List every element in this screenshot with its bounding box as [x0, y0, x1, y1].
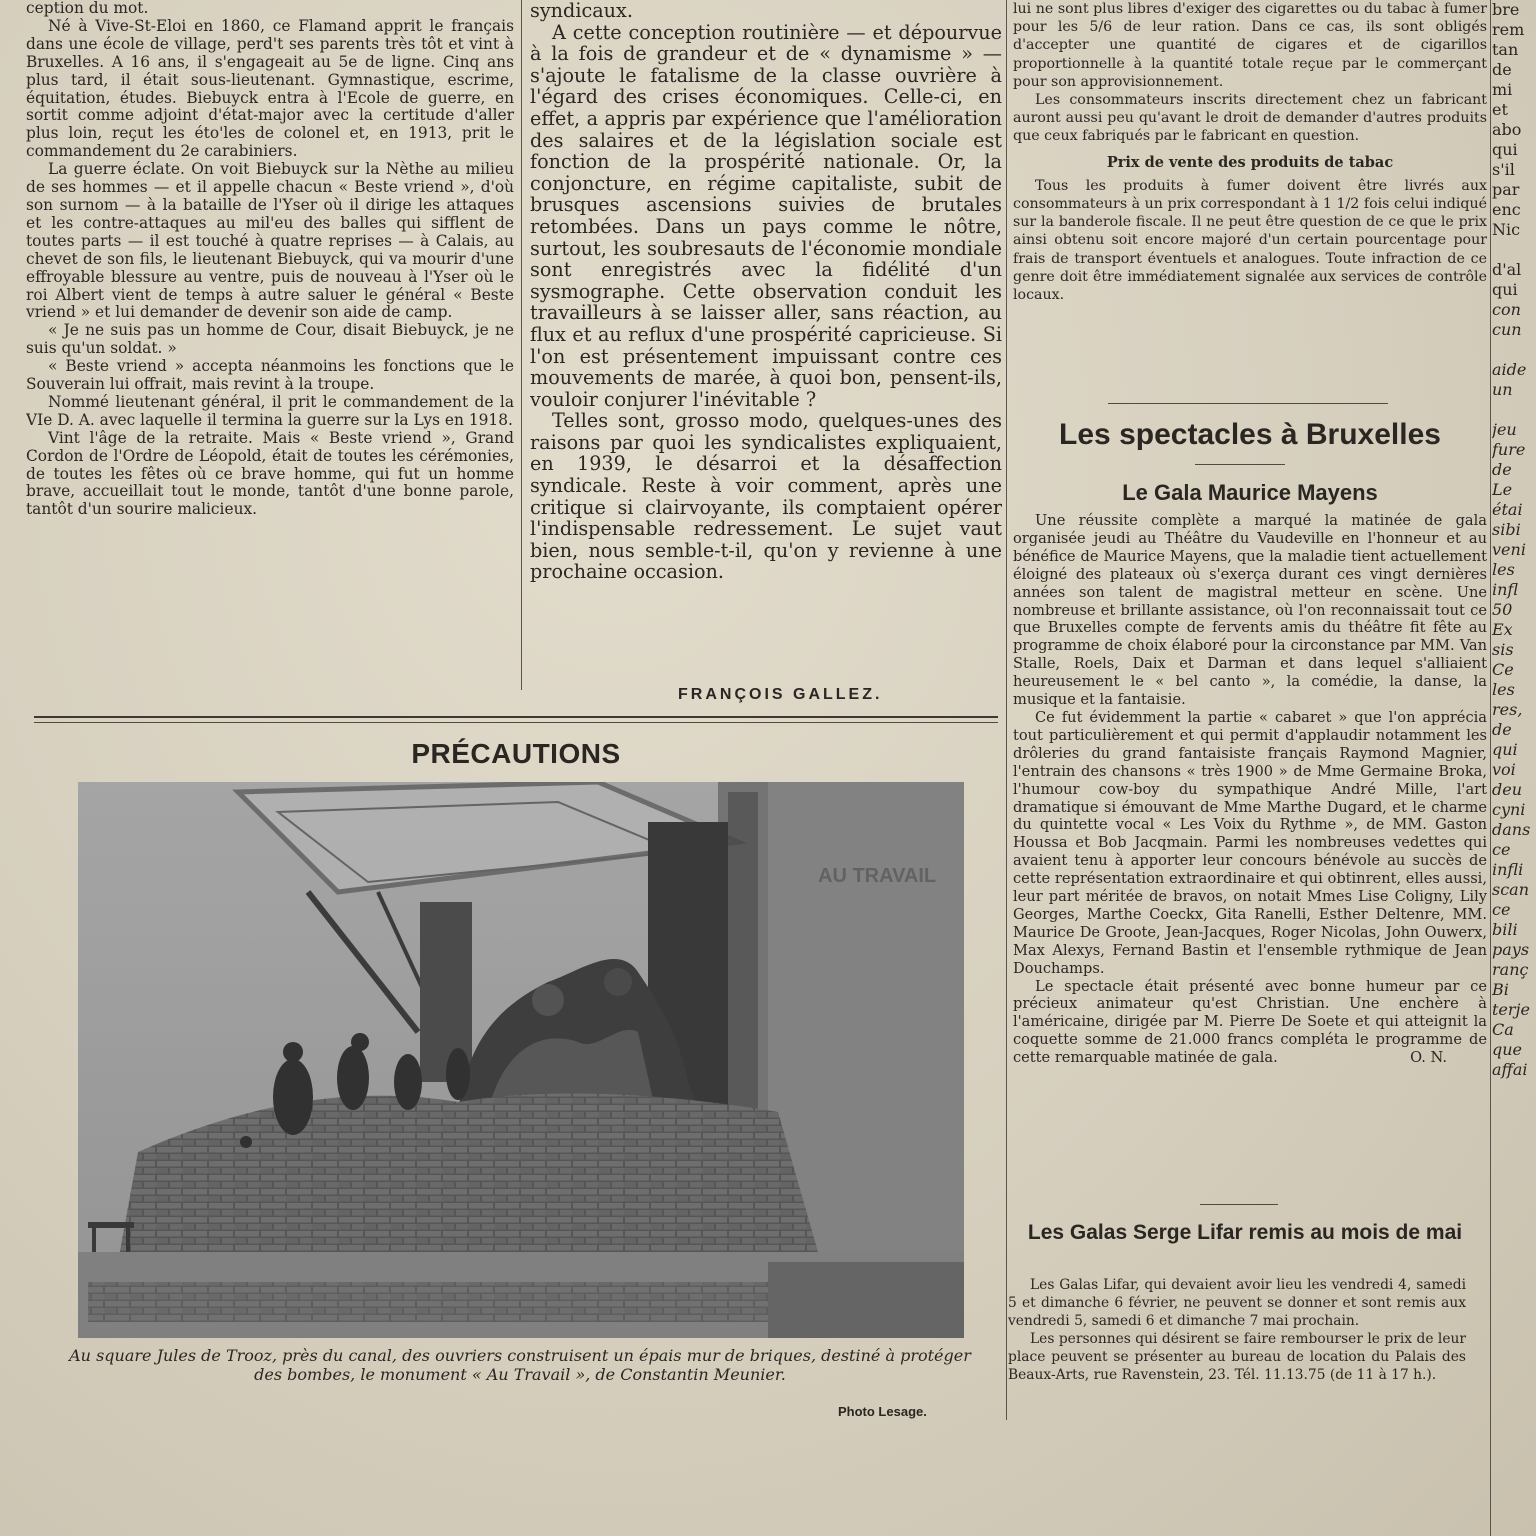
article-paragraph: « Je ne suis pas un homme de Cour, disait Biebuyck, je ne suis qu'un soldat. »	[26, 321, 514, 358]
column-fragment	[1492, 340, 1536, 360]
column-fragment: 50	[1492, 600, 1513, 619]
article-paragraph: « Beste vriend » accepta néanmoins les fonctions que le Souverain lui offrait, mais revint à la troupe.	[26, 357, 514, 394]
column-fragment: par	[1492, 180, 1520, 199]
column-fragment: pays	[1492, 940, 1530, 959]
article-paragraph: Le spectacle était présenté avec bonne humeur par ce précieux animateur qu'est Christian. Une enchère à l'américaine, dirigée par M. Pierre De Soete et qui atteignit la coquette somme de 21.000 francs compléta le programme de cette remarquable matinée de gala.	[1013, 977, 1487, 1067]
column-fragment: jeu	[1492, 420, 1517, 439]
column-fragment: voi	[1492, 760, 1516, 779]
photo-heading: PRÉCAUTIONS	[411, 738, 621, 769]
column-fragment: infl	[1492, 580, 1519, 599]
column-fragment: sibi	[1492, 520, 1521, 539]
column-biebuyck-article	[26, 0, 514, 519]
column-fragment: dans	[1492, 820, 1531, 839]
column-divider	[1006, 0, 1007, 1420]
column-syndicalism-article	[530, 0, 1002, 583]
column-fragment: les	[1492, 680, 1515, 699]
article-paragraph: Tous les produits à fumer doivent être livrés aux consommateurs à un prix correspondant à 1 1/2 fois celui indiqué sur la banderole fiscale. Il ne peut être question de ce que le prix ainsi obtenu soit encore majoré d'un certain pourcentage pour frais de transport éventuels et analogues. Toute infraction de ce genre doit être immédiatement signalée aux services de contrôle locaux.	[1013, 177, 1487, 304]
monument-photo	[78, 782, 964, 1338]
article-paragraph: lui ne sont plus libres d'exiger des cigarettes ou du tabac à fumer pour les 5/6 de leur ration. Dans ce cas, ils sont obligés d'accepter une quantité de cigares et de cigarillos proportionnelle à la quantité totale reçue par le commerçant pour son approvisionnement.	[1013, 1, 1487, 90]
column-fragment: s'il	[1492, 160, 1515, 179]
lifar-article-body	[1008, 1276, 1466, 1426]
adjacent-column-fragments	[1492, 0, 1536, 1536]
column-fragment: Bi	[1492, 980, 1509, 999]
column-fragment: de	[1492, 60, 1512, 79]
column-fragment: d'al	[1492, 260, 1522, 279]
photo-credit: Photo Lesage.	[838, 1404, 927, 1419]
column-fragment: Ex	[1492, 620, 1513, 639]
article-paragraph: syndicaux.	[530, 0, 633, 22]
section-subheading: Prix de vente des produits de tabac	[1106, 153, 1394, 171]
column-fragment: étai	[1492, 500, 1523, 519]
article-paragraph: Né à Vive-St-Eloi en 1860, ce Flamand apprit le français dans une école de village, perd't ses parents très tôt et vint à Bruxelles. A 16 ans, il s'engageait au 5e de ligne. Cinq ans plus tard, il était sous-lieutenant. Gymnastique, escrime, équitation, études. Biebuyck entra à l'Ecole de guerre, en sortit comme adjoint d'état-major avec la certitude d'aller plus loin, reçut les éto'les de colonel et, en 1913, prit le commandement du 2e carabiniers.	[26, 16, 514, 161]
column-fragment	[1492, 400, 1536, 420]
photo-caption: Au square Jules de Trooz, près du canal, des ouvriers construisent un épais mur de briques, destiné à protéger des bombes, le monument « Au Travail », de Constantin Meunier.	[69, 1346, 971, 1384]
article-paragraph: Les personnes qui désirent se faire rembourser le prix de leur place peuvent se présenter au bureau de location du Palais des Beaux-Arts, rue Ravenstein, 23. Tél. 11.13.75 (de 11 à 17 h.).	[1008, 1331, 1466, 1383]
column-fragment: que	[1492, 1040, 1523, 1059]
article-initials: O. N.	[1410, 1049, 1447, 1067]
article-paragraph: ception du mot.	[26, 0, 149, 17]
article-signature: FRANÇOIS GALLEZ.	[678, 686, 883, 703]
column-fragment: Ce	[1492, 660, 1514, 679]
column-fragment: de	[1492, 720, 1512, 739]
article-heading-gala: Le Gala Maurice Mayens	[1122, 480, 1378, 505]
column-fragment: cyni	[1492, 800, 1526, 819]
section-heading-spectacles: Les spectacles à Bruxelles	[1059, 418, 1441, 451]
column-fragment: ce	[1492, 900, 1511, 919]
article-paragraph: Les consommateurs inscrits directement chez un fabricant auront aussi peu qu'avant le droit de demander d'autres produits que ceux fabriqués par le fabricant en question.	[1013, 92, 1487, 145]
article-paragraph: Les Galas Lifar, qui devaient avoir lieu les vendredi 4, samedi 5 et dimanche 6 février, ne peuvent se donner et sont remis aux vendredi 5, samedi 6 et dimanche 7 mai prochain.	[1008, 1277, 1466, 1329]
monument-inscription: AU TRAVAIL	[818, 865, 937, 887]
column-fragment: scan	[1492, 880, 1530, 899]
column-fragment: et	[1492, 100, 1508, 119]
column-fragment: un	[1492, 380, 1513, 399]
column-fragment: fure	[1492, 440, 1526, 459]
gala-article-body	[1013, 512, 1487, 1192]
column-tabac-and-spectacles	[1013, 0, 1487, 410]
column-fragment: Le	[1492, 480, 1513, 499]
section-rule	[1108, 403, 1388, 404]
column-fragment: ranç	[1492, 960, 1529, 979]
column-fragment: abo	[1492, 120, 1522, 139]
column-fragment: Nic	[1492, 220, 1521, 239]
column-fragment: deu	[1492, 780, 1523, 799]
article-paragraph: Nommé lieutenant général, il prit le commandement de la VIe D. A. avec laquelle il termina la guerre sur la Lys en 1918.	[26, 392, 514, 429]
column-fragment: ce	[1492, 840, 1511, 859]
column-fragment: res,	[1492, 700, 1523, 719]
column-fragment: qui	[1492, 740, 1518, 759]
column-fragment: terje	[1492, 1000, 1530, 1019]
column-fragment: cun	[1492, 320, 1522, 339]
column-fragment: bili	[1492, 920, 1518, 939]
column-divider	[521, 0, 522, 690]
column-fragment: qui	[1492, 280, 1518, 299]
column-fragment: aide	[1492, 360, 1527, 379]
double-rule	[34, 716, 998, 718]
column-fragment: con	[1492, 300, 1521, 319]
monument-photo-illustration	[78, 782, 964, 1338]
column-fragment: Ca	[1492, 1020, 1514, 1039]
article-paragraph: Vint l'âge de la retraite. Mais « Beste vriend », Grand Cordon de l'Ordre de Léopold, était de toutes les cérémonies, de toutes les fêtes où ce brave homme, qui fut un homme brave, accueillait tout le monde, tantôt d'une bonne parole, tantôt d'un sourire malicieux.	[26, 428, 514, 519]
column-fragment: les	[1492, 560, 1515, 579]
column-fragment: enc	[1492, 200, 1521, 219]
double-rule	[34, 722, 998, 723]
column-fragment: bre	[1492, 0, 1520, 19]
column-fragment	[1492, 240, 1536, 260]
article-paragraph: La guerre éclate. On voit Biebuyck sur la Nèthe au milieu de ses hommes — et il appelle chacun « Beste vriend », d'où son surnom — à la bataille de l'Yser où il dirige les attaques et les contre-attaques au mil'eu des balles qui sifflent de toutes parts — il est touché à quatre reprises — à Calais, au chevet de son fils, le lieutenant Biebuyck, qui va mourir d'une effroyable blessure au ventre, puis de nouveau à l'Yser où le roi Albert vient de temps à autre saluer le général « Beste vriend » et lui demander de devenir son aide de camp.	[26, 160, 514, 322]
section-rule	[1195, 464, 1285, 465]
column-fragment: de	[1492, 460, 1512, 479]
section-rule	[1200, 1204, 1278, 1205]
article-heading-lifar: Les Galas Serge Lifar remis au mois de mai	[1027, 1221, 1463, 1244]
article-paragraph: A cette conception routinière — et dépourvue à la fois de grandeur et de « dynamisme » — s'ajoute le fatalisme de la classe ouvrière à l'égard des crises économiques. Celle-ci, en effet, a appris par expérience que l'amélioration des salaires et de la législation sociale est fonction de la prospérité nationale. Or, la conjoncture, en régime capitaliste, subit de brusques ascensions suivies de brutales retombées. Dans un pays comme le nôtre, surtout, les soubresauts de l'économie mondiale sont enregistrés avec la fidélité d'un sysmographe. Cette observation conduit les travailleurs à se laisser aller, sans réaction, au flux et au reflux d'une prospérité capricieuse. Si l'on est présentement impuissant contre ces mouvements de marée, à quoi bon, pensent-ils, vouloir conjurer l'inévitable ?	[530, 20, 1002, 411]
column-fragment: veni	[1492, 540, 1526, 559]
column-fragment: rem	[1492, 20, 1525, 39]
column-fragment: affai	[1492, 1060, 1528, 1079]
article-paragraph: Ce fut évidemment la partie « cabaret » que l'on apprécia tout particulièrement et qui permit d'applaudir notamment les drôleries du grand fantaisiste français Raymond Magnier, l'entrain des chansons « très 1900 » de Mme Germaine Broka, l'humour cow-boy du sympathique André Mille, l'art dramatique si émouvant de Mme Marthe Dugard, et le charme du quintette vocal « Les Voix du Rythme », de MM. Gaston Houssa et Bob Jacqmain. Parmi les nombreuses vedettes qui avaient tenu à apporter leur concours bénévole au succès de cette représentation extraordinaire et qui obtinrent, elles aussi, leur part méritée de bravos, on notait Mmes Lise Coligny, Lily Georges, Marthe Coeckx, Gita Ranelli, Esther Deltenre, MM. Maurice De Groote, Jean-Jacques, Roger Nicolas, John Ouwerx, Max Alexys, Fernand Bastin et l'ensemble rythmique de Jean Douchamps.	[1013, 708, 1487, 977]
column-fragment: sis	[1492, 640, 1514, 659]
column-fragment: tan	[1492, 40, 1519, 59]
column-fragment: qui	[1492, 140, 1518, 159]
right-column-divider	[1490, 0, 1491, 1536]
article-paragraph: Telles sont, grosso modo, quelques-unes des raisons par quoi les syndicalistes expliquaient, en 1939, le désarroi et la désaffection syndicale. Reste à voir comment, après une critique si clairvoyante, ils comptaient opérer l'indispensable redressement. Le sujet vaut bien, nous semble-t-il, qu'on y revienne à une prochaine occasion.	[530, 409, 1002, 584]
column-fragment: infli	[1492, 860, 1524, 879]
article-paragraph: Une réussite complète a marqué la matinée de gala organisée jeudi au Théâtre du Vaudeville en l'honneur et au bénéfice de Maurice Mayens, que la maladie tient actuellement éloigné des plateaux où s'exerça durant ces vingt dernières années son talent de magistral metteur en scène. Une nombreuse et brillante assistance, où l'on reconnaissait tout ce que Bruxelles compte de fervents amis du théâtre fit fête au programme de choix élaboré pour la circonstance par MM. Van Stalle, Roels, Daix et Darman et dans lequel s'alliaient heureusement le « bel canto », la comédie, la danse, la musique et la fantaisie.	[1013, 512, 1487, 709]
column-fragment: mi	[1492, 80, 1513, 99]
